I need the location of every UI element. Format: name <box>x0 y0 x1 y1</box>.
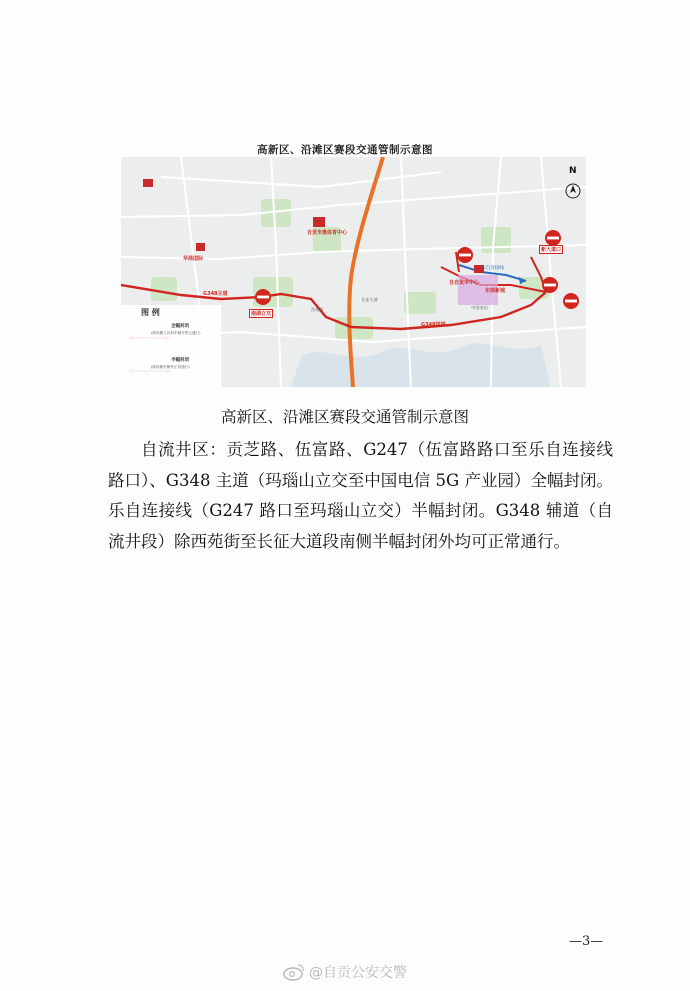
page-number: —3— <box>569 934 604 949</box>
place-bar-center: 自自贡市中心 <box>449 280 480 286</box>
no-entry-icon <box>457 247 473 263</box>
legend-half-close-note: (除执勤车辆外正常通行) <box>151 365 190 369</box>
place-changzheng: 长征大道 <box>361 297 378 302</box>
legend-title: 图 例 <box>141 308 160 317</box>
compass-north-label: N <box>569 166 577 176</box>
place-g348: G348主道 <box>203 291 228 297</box>
weibo-icon <box>283 963 305 981</box>
legend-full-close-note: (除执勤人员和车辆外禁止通行) <box>151 331 201 335</box>
place-lecross: 乐自连接线 <box>481 266 504 271</box>
place-road-tag: G348国道 <box>421 322 446 328</box>
place-huashang: 华商国际 <box>183 256 204 262</box>
legend-half-close-label: 半幅封闭 <box>171 358 189 363</box>
no-entry-icon <box>563 293 579 309</box>
place-xinda: 新大道口 <box>541 247 562 253</box>
watermark <box>283 962 407 982</box>
map-title: 高新区、沿滩区赛段交通管制示意图 <box>257 144 433 156</box>
figure-caption: 高新区、沿滩区赛段交通管制示意图 <box>220 408 469 426</box>
place-nanhu: 南湖立交 <box>251 311 272 317</box>
body-paragraph: 自流井区：贡芝路、伍富路、G247（伍富路路口至乐自连接线路口）、G348 主道（玛瑙山立交至中国电信 5G 产业园）全幅封闭。乐自连接线（G247 路口至玛瑙山立交）半幅封闭。G348 辅道（自流井段）除西苑街至长征大道段南侧半幅封闭外均可正常通行。 <box>108 440 613 551</box>
place-dongbu: 东部新城 <box>485 288 506 294</box>
place-dianxin: 中国电信 <box>471 305 488 310</box>
legend-full-close-label: 全幅封闭 <box>171 324 189 329</box>
no-entry-icon <box>542 277 558 293</box>
place-sports-center: 自贡市奥体育中心 <box>307 230 348 236</box>
no-entry-icon <box>545 230 561 246</box>
map-legend <box>121 305 221 387</box>
no-entry-icon <box>255 289 271 305</box>
place-xiyuan: 西苑街 <box>311 307 324 312</box>
watermark-text: @自贡公安交警 <box>309 965 407 981</box>
traffic-control-map <box>121 157 586 387</box>
